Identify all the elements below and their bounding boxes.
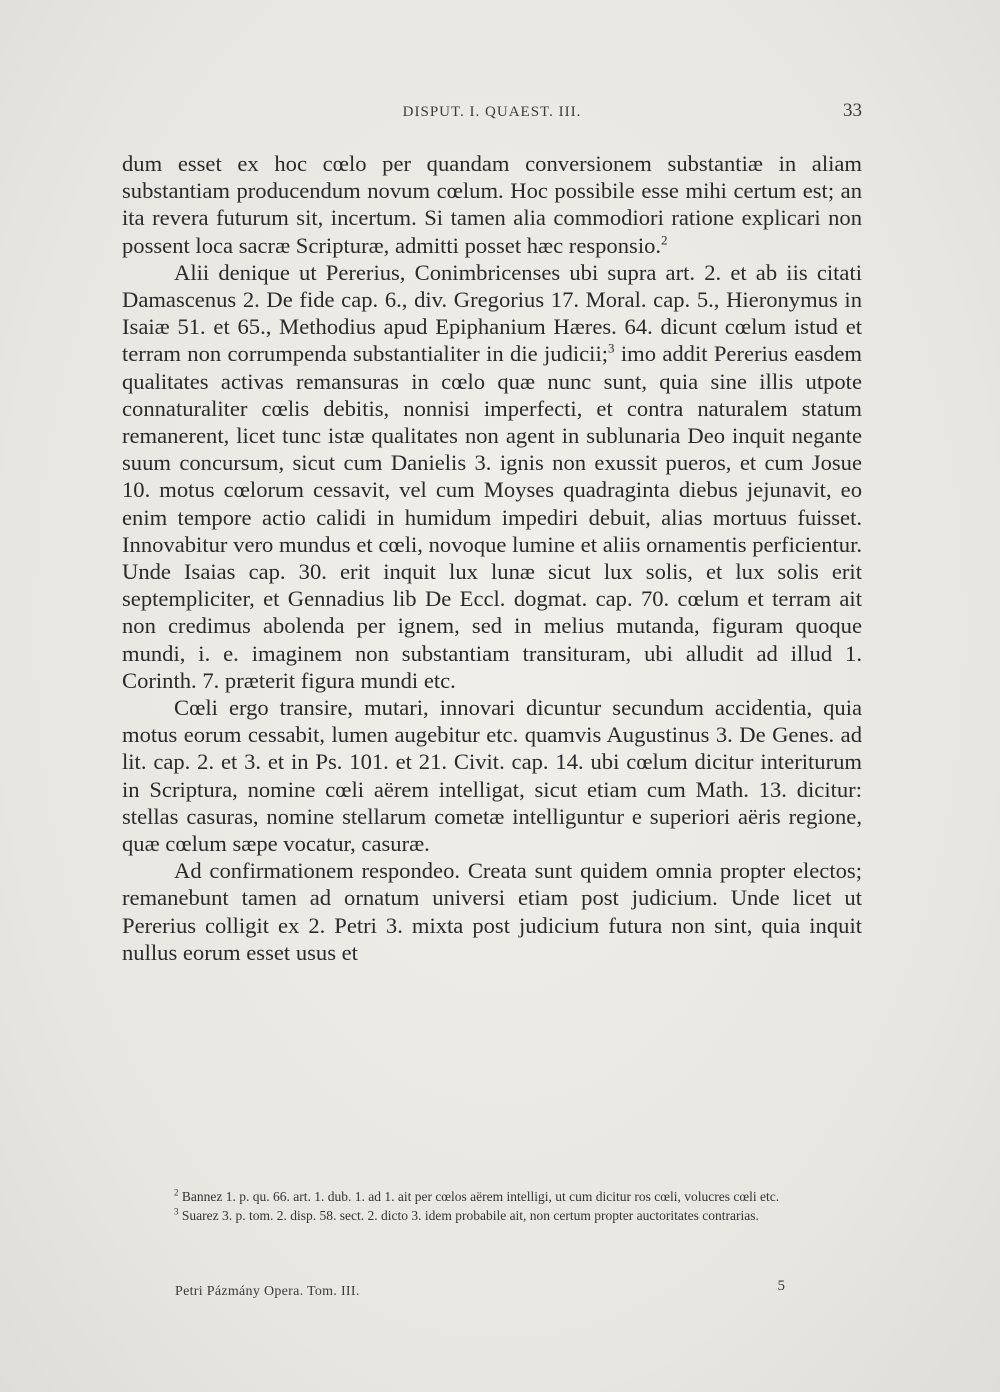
paragraph-4	[122, 857, 862, 966]
footnote-marker: 3	[174, 1206, 179, 1217]
footer-book-title: Petri Pázmány Opera. Tom. III.	[175, 1284, 360, 1299]
paragraph-text-continued: imo addit Pererius easdem qualitates activas remansuras in cœlo quæ nunc sunt, quia sine illis utpote connaturaliter cœlis debitis, nonnisi imperfecti, et contra naturalem statum remanerent, licet tunc istæ qualitates non agent in sublunaria Deo inquit negante suum concursum, sicut cum Danielis 3. ignis non exussit pueros, et cum Josue 10. motus cœlorum cessavit, vel cum Moyses quadraginta diebus jejunavit, eo enim tempore actio calidi in humidum impediri debuit, alias mortuus fuisset. Innovabitur vero mundus et cœli, novoque lumine et aliis ornamentis perficientur. Unde Isaias cap. 30. erit inquit lux lunæ sicut lux solis, et lux solis erit septempliciter, et Gennadius lib De Eccl. dogmat. cap. 70. cœlum et terram ait non credimus abolenda per ignem, sed in melius mutanda, figuram quoque mundi, i. e. imaginem non substantiam transituram, ubi alludit ad illud 1. Corinth. 7. præterit figura mundi etc.	[122, 341, 862, 693]
footnote-marker: 2	[174, 1187, 179, 1198]
signature-mark: 5	[777, 1278, 785, 1294]
paragraph-text: dum esset ex hoc cœlo per quandam conversionem substantiæ in aliam substantiam producendum novum cœlum. Hoc possibile esse mihi certum est; an ita revera futurum sit, incertum. Si tamen alia commodiori ratione explicari non possent loca sacræ Scripturæ, admitti posset hæc responsio.	[122, 151, 862, 258]
page-footer	[175, 1278, 785, 1302]
paragraph-1	[122, 150, 862, 259]
footnote-text: Suarez 3. p. tom. 2. disp. 58. sect. 2. dicto 3. idem probabile ait, non certum propter auctoritates contrarias.	[181, 1207, 759, 1223]
main-text	[122, 150, 862, 966]
paragraph-text: Alii denique ut Pererius, Conimbricenses ubi supra art. 2. et ab iis citati Damascenus 2. De fide cap. 6., div. Gregorius 17. Moral. cap. 5., Hieronymus in Isaiæ 51. et 65., Methodius apud Epiphanium Hæres. 64. dicunt cœlum istud et terram non corrumpenda substantialiter in die judicii;	[122, 259, 862, 367]
paragraph-2	[122, 259, 862, 694]
footnote-3	[122, 1207, 862, 1226]
footnote-ref-3: 3	[608, 340, 615, 356]
footnote-2	[122, 1188, 862, 1207]
footnote-text: Bannez 1. p. qu. 66. art. 1. dub. 1. ad 1. ait per cœlos aërem intelligi, ut cum dicitur ros cœli, volucres cœli etc.	[181, 1189, 780, 1204]
page-header	[122, 100, 862, 130]
footnotes	[122, 1188, 862, 1225]
page-number: 33	[843, 100, 862, 121]
paragraph-text: Ad confirmationem respondeo. Creata sunt quidem omnia propter electos; remanebunt tamen ad ornatum universi etiam post judicium. Unde licet ut Pererius colligit ex 2. Petri 3. mixta post judicium futura non sint, quia inquit nullus eorum esset usus et	[122, 858, 862, 965]
paragraph-text: Cœli ergo transire, mutari, innovari dicuntur secundum accidentia, quia motus eorum cessabit, lumen augebitur etc. quamvis Augustinus 3. De Genes. ad lit. cap. 2. et 3. et in Ps. 101. et 21. Civit. cap. 14. ubi cœlum dicitur interiturum in Scriptura, nomine cœli aërem intelligat, sicut etiam cum Math. 13. dicitur: stellas casuras, nomine stellarum cometæ intelliguntur e superiori aëris regione, quæ cœlum sæpe vocatur, casuræ.	[122, 695, 862, 857]
paragraph-3	[122, 694, 862, 857]
footnote-ref-2: 2	[661, 232, 668, 248]
running-head: DISPUT. I. QUAEST. III.	[402, 104, 582, 120]
